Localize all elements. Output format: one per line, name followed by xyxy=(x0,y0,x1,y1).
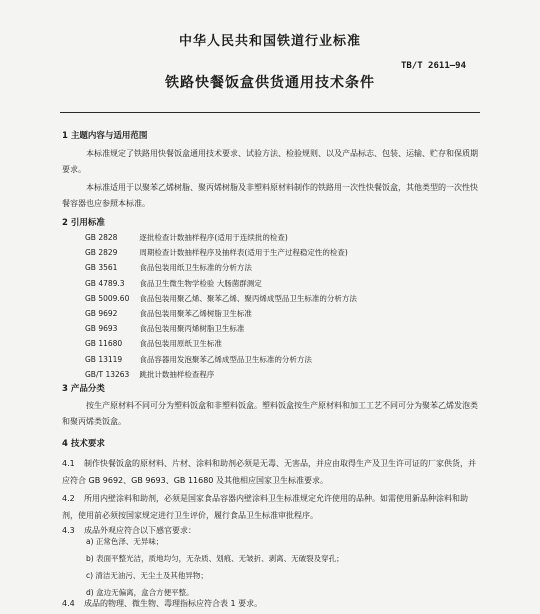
reference-code: GB 13119 xyxy=(85,354,123,364)
reference-item xyxy=(85,260,357,275)
reference-title: 食品容器用发泡聚苯乙烯成型品卫生标准的分析方法 xyxy=(139,354,312,364)
clause-number: 4.3 xyxy=(62,526,75,535)
section-4-heading: 4 技术要求 xyxy=(62,439,105,449)
appearance-requirement: a) 正常色泽、无异味； xyxy=(86,537,164,546)
requirement-4-2 xyxy=(62,490,480,524)
appearance-requirements-list xyxy=(86,533,344,601)
reference-code: GB 9692 xyxy=(85,308,118,318)
reference-item xyxy=(85,336,357,351)
reference-title: 食品包装用纸卫生标准的分析方法 xyxy=(139,263,252,273)
reference-title: 食品包装用聚乙烯、聚苯乙烯、聚丙烯成型品卫生标准的分析方法 xyxy=(139,293,357,303)
clause-text: 制作快餐饭盒的原材料、片材、涂料和助剂必须是无毒、无害品，并应由取得生产及卫生许可证的厂家供货，并应符合 GB 9692、GB 9693、GB 11680 及其他相应国家卫生标准要求。 xyxy=(62,459,476,485)
reference-title: 食品包装用聚苯乙烯树脂卫生标准 xyxy=(139,308,252,318)
reference-title: 逐批检查计数抽样程序(适用于连续批的检查) xyxy=(139,233,288,242)
reference-code: GB 9693 xyxy=(85,324,118,334)
section-3-heading: 3 产品分类 xyxy=(62,384,105,394)
section-3-paragraph: 按生产原材料不同可分为塑料饭盒和非塑料饭盒。塑料饭盒按生产原材料和加工工艺不同可分为聚苯乙烯发泡类和聚丙烯类饭盒。 xyxy=(62,401,478,426)
reference-item xyxy=(85,321,357,336)
header-divider xyxy=(60,112,480,113)
appearance-requirement: d) 盒边无偏离，盒合方便平整。 xyxy=(86,588,194,597)
clause-text: 成品外观应符合以下感官要求： xyxy=(84,526,196,535)
reference-code: GB 5009.60 xyxy=(85,293,130,303)
reference-list xyxy=(85,230,357,382)
requirement-4-1 xyxy=(62,455,480,489)
clause-number: 4.1 xyxy=(62,459,75,468)
standard-code: TB/T 2611—94 xyxy=(400,61,466,71)
reference-item xyxy=(85,306,357,321)
reference-code: GB/T 13263 xyxy=(85,369,130,379)
section-1-heading: 1 主题内容与适用范围 xyxy=(62,131,148,141)
reference-item xyxy=(85,276,357,291)
reference-item xyxy=(85,352,357,367)
reference-title: 食品包装用原纸卫生标准 xyxy=(139,339,222,349)
reference-item xyxy=(85,291,357,306)
reference-title: 食品卫生微生物学检验 大肠菌群测定 xyxy=(139,278,262,288)
reference-title: 跳批计数抽样检查程序 xyxy=(139,369,215,379)
reference-code: GB 2829 xyxy=(85,248,118,258)
clause-text: 成品的物理、微生物、毒理指标应符合表 1 要求。 xyxy=(84,599,263,608)
section-1-paragraph-2: 本标准适用于以聚苯乙烯树脂、聚丙烯树脂及非塑料原材料制作的铁路用一次性快餐饭盒，其他类型的一次性快餐容器也应参照本标准。 xyxy=(62,183,478,208)
reference-code: GB 2828 xyxy=(85,233,118,242)
section-2-heading: 2 引用标准 xyxy=(62,218,105,228)
reference-item xyxy=(85,230,357,245)
appearance-requirement: b) 表面平整光洁，质地均匀，无杂质、划痕、无皱折、剥离、无破裂及穿孔； xyxy=(86,554,344,563)
issuing-organization: 中华人民共和国铁道行业标准 xyxy=(178,34,361,49)
reference-code: GB 4789.3 xyxy=(85,278,125,288)
reference-code: GB 11680 xyxy=(85,339,123,349)
clause-text: 所用内壁涂料和助剂，必须是国家食品容器内壁涂料卫生标准规定允许使用的品种。如需使用新品种涂料和助剂，使用前必须按国家规定进行卫生评价，履行食品卫生标准审批程序。 xyxy=(62,494,468,520)
reference-title: 周期检查计数抽样程序及抽样表(适用于生产过程稳定性的检查) xyxy=(139,248,348,258)
clause-number: 4.2 xyxy=(62,494,75,503)
reference-title: 食品包装用聚丙烯树脂卫生标准 xyxy=(139,324,245,334)
document-title: 铁路快餐饭盒供货通用技术条件 xyxy=(165,75,375,91)
reference-code: GB 3561 xyxy=(85,263,118,273)
reference-item xyxy=(85,245,357,260)
appearance-requirement: c) 清洁无油污、无尘土及其他异物； xyxy=(86,571,208,580)
requirement-4-4 xyxy=(62,595,480,612)
clause-number: 4.4 xyxy=(62,599,75,608)
section-1-paragraph-1: 本标准规定了铁路用快餐饭盒通用技术要求、试验方法、检验规则、以及产品标志、包装、运输、贮存和保质期要求。 xyxy=(62,149,478,174)
reference-item xyxy=(85,367,357,382)
